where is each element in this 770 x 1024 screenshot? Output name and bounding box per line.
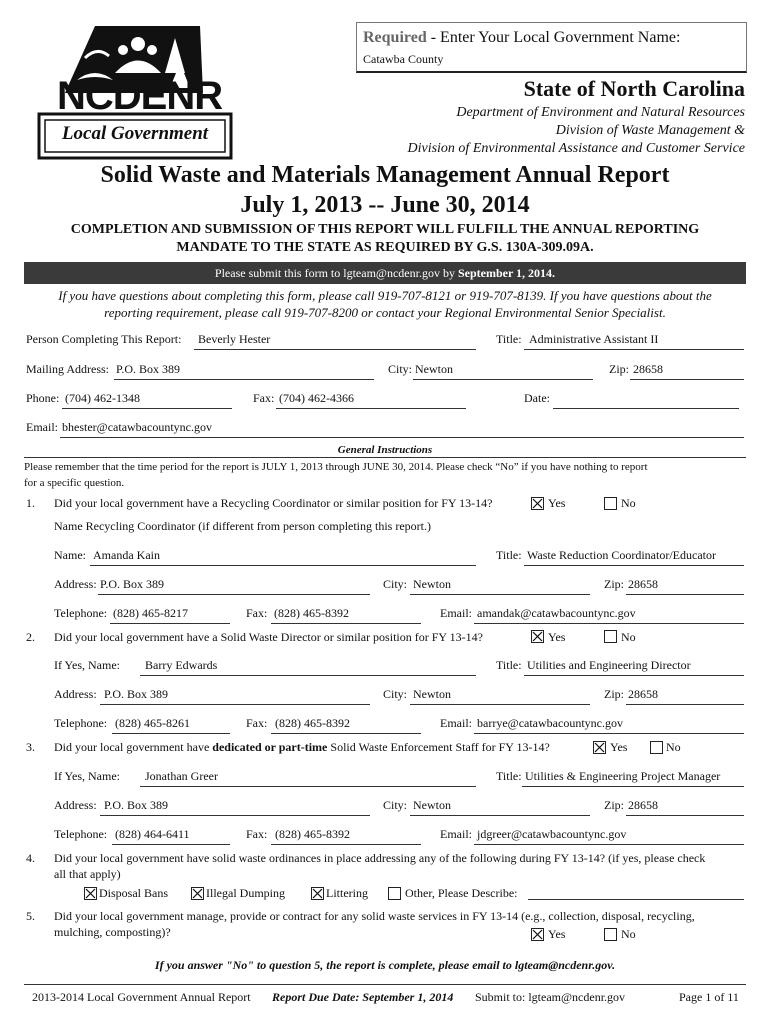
q5-text-2: mulching, composting)? xyxy=(54,925,171,939)
q3-address-input[interactable]: P.O. Box 389 xyxy=(104,798,169,812)
q3-number: 3. xyxy=(26,740,35,754)
footer-submit: Submit to: lgteam@ncdenr.gov xyxy=(475,990,626,1004)
q5-note: If you answer "No" to question 5, the report is complete, please email to lgteam@ncdenr.gov. xyxy=(154,958,616,972)
ncdenr-logo xyxy=(35,18,235,160)
q5-yes-label: Yes xyxy=(548,927,566,941)
check-x-icon xyxy=(532,929,543,940)
q3-name-input[interactable]: Jonathan Greer xyxy=(145,769,218,783)
q4-disposal-bans-checkbox[interactable] xyxy=(84,887,97,900)
q2-zip-label: Zip: xyxy=(604,687,624,701)
footer-due-date: Report Due Date: September 1, 2014 xyxy=(272,990,454,1004)
q2-text: Did your local government have a Solid Waste Director or similar position for FY 13-14? xyxy=(54,630,483,644)
q4-littering-label: Littering xyxy=(326,886,368,900)
mailing-label: Mailing Address: xyxy=(26,362,109,376)
q4-text-1: Did your local government have solid waste ordinances in place addressing any of the following during FY 13-14? (if yes, please check xyxy=(54,851,706,865)
q3-email-label: Email: xyxy=(440,827,472,841)
q2-fax-label: Fax: xyxy=(246,716,268,730)
q2-yes-checkbox[interactable] xyxy=(531,630,544,643)
q3-zip-label: Zip: xyxy=(604,798,624,812)
q2-number: 2. xyxy=(26,630,35,644)
q2-zip-input[interactable]: 28658 xyxy=(628,687,658,701)
q1-no-label: No xyxy=(621,496,636,510)
date-input[interactable] xyxy=(553,408,739,409)
check-x-icon xyxy=(192,888,203,899)
q5-text-1: Did your local government manage, provide or contract for any solid waste services in FY 13-14 (e.g., collection, disposal, recycling, xyxy=(54,909,695,923)
check-x-icon xyxy=(532,498,543,509)
q5-no-checkbox[interactable] xyxy=(604,928,617,941)
fax-input[interactable]: (704) 462-4366 xyxy=(279,391,354,405)
q1-fax-input[interactable]: (828) 465-8392 xyxy=(274,606,349,620)
q1-email-input[interactable]: amandak@catawbacountync.gov xyxy=(477,606,636,620)
q1-city-input[interactable]: Newton xyxy=(413,577,451,591)
q1-title-label: Title: xyxy=(496,548,522,562)
q1-zip-label: Zip: xyxy=(604,577,624,591)
q4-other-checkbox[interactable] xyxy=(388,887,401,900)
title-input[interactable]: Administrative Assistant II xyxy=(529,332,659,346)
title-label: Title: xyxy=(496,332,522,346)
mandate-line-1: COMPLETION AND SUBMISSION OF THIS REPORT WILL FULFILL THE ANNUAL REPORTING xyxy=(70,222,700,237)
q2-yes-label: Yes xyxy=(548,630,566,644)
q1-yes-label: Yes xyxy=(548,496,566,510)
q3-title-label: Title: xyxy=(496,769,522,783)
q1-tel-label: Telephone: xyxy=(54,606,108,620)
q2-email-input[interactable]: barrye@catawbacountync.gov xyxy=(477,716,623,730)
q1-text: Did your local government have a Recycling Coordinator or similar position for FY 13-14? xyxy=(54,496,493,510)
email-input[interactable]: bhester@catawbacountync.gov xyxy=(62,420,212,434)
q2-title-input[interactable]: Utilities and Engineering Director xyxy=(527,658,691,672)
q4-other-input[interactable] xyxy=(528,899,744,900)
mailing-input[interactable]: P.O. Box 389 xyxy=(116,362,181,376)
dept-line-3: Division of Environmental Assistance and Customer Service xyxy=(407,141,745,156)
q3-no-checkbox[interactable] xyxy=(650,741,663,754)
dept-line-1: Department of Environment and Natural Resources xyxy=(456,105,745,120)
q1-no-checkbox[interactable] xyxy=(604,497,617,510)
q1-address-label: Address: xyxy=(54,577,97,591)
q2-name-label: If Yes, Name: xyxy=(54,658,120,672)
q1-fax-label: Fax: xyxy=(246,606,268,620)
q2-address-input[interactable]: P.O. Box 389 xyxy=(104,687,169,701)
zip-label: Zip: xyxy=(609,362,629,376)
gov-name-input[interactable]: Catawba County xyxy=(363,52,444,66)
q3-yes-checkbox[interactable] xyxy=(593,741,606,754)
q4-number: 4. xyxy=(26,851,35,865)
submit-banner: Please submit this form to lgteam@ncdenr.gov by September 1, 2014. xyxy=(24,262,746,284)
q4-other-label: Other, Please Describe: xyxy=(405,886,518,900)
q3-tel-input[interactable]: (828) 464-6411 xyxy=(115,827,190,841)
q3-zip-input[interactable]: 28658 xyxy=(628,798,658,812)
q2-tel-label: Telephone: xyxy=(54,716,108,730)
q1-title-input[interactable]: Waste Reduction Coordinator/Educator xyxy=(527,548,716,562)
zip-input[interactable]: 28658 xyxy=(633,362,663,376)
fax-label: Fax: xyxy=(253,391,275,405)
q1-sub: Name Recycling Coordinator (if different from person completing this report.) xyxy=(54,519,432,533)
q4-illegal-dumping-label: Illegal Dumping xyxy=(206,886,285,900)
footer-report-name: 2013-2014 Local Government Annual Report xyxy=(32,990,251,1004)
questions-line-2: reporting requirement, please call 919-707-8200 or contact your Regional Environmental Senior Specialist. xyxy=(104,305,666,320)
date-label: Date: xyxy=(524,391,550,405)
person-label: Person Completing This Report: xyxy=(26,332,182,346)
city-input[interactable]: Newton xyxy=(415,362,453,376)
q4-littering-checkbox[interactable] xyxy=(311,887,324,900)
q2-no-checkbox[interactable] xyxy=(604,630,617,643)
email-label: Email: xyxy=(26,420,58,434)
q3-title-input[interactable]: Utilities & Engineering Project Manager xyxy=(525,769,721,783)
q1-zip-input[interactable]: 28658 xyxy=(628,577,658,591)
q5-no-label: No xyxy=(621,927,636,941)
q3-tel-label: Telephone: xyxy=(54,827,108,841)
city-label: City: xyxy=(388,362,413,376)
q1-tel-input[interactable]: (828) 465-8217 xyxy=(113,606,188,620)
person-input[interactable]: Beverly Hester xyxy=(198,332,271,346)
q2-name-input[interactable]: Barry Edwards xyxy=(145,658,218,672)
check-x-icon xyxy=(85,888,96,899)
q1-number: 1. xyxy=(26,496,35,510)
logo-text: NCDENR xyxy=(57,74,223,118)
q2-email-label: Email: xyxy=(440,716,472,730)
q1-yes-checkbox[interactable] xyxy=(531,497,544,510)
q1-city-label: City: xyxy=(383,577,408,591)
q2-tel-input[interactable]: (828) 465-8261 xyxy=(115,716,190,730)
state-title: State of North Carolina xyxy=(523,76,745,101)
q3-name-label: If Yes, Name: xyxy=(54,769,120,783)
dept-line-2: Division of Waste Management & xyxy=(555,123,745,138)
q1-name-input[interactable]: Amanda Kain xyxy=(93,548,160,562)
q2-no-label: No xyxy=(621,630,636,644)
q2-fax-input[interactable]: (828) 465-8392 xyxy=(275,716,350,730)
q3-city-input[interactable]: Newton xyxy=(413,798,451,812)
instructions-text-2: for a specific question. xyxy=(24,477,125,489)
footer-page-number: Page 1 of 11 xyxy=(679,990,739,1004)
q3-fax-input[interactable]: (828) 465-8392 xyxy=(275,827,350,841)
mandate-line-2: MANDATE TO THE STATE AS REQUIRED BY G.S. 130A-309.09A. xyxy=(176,240,594,255)
q4-text-2: all that apply) xyxy=(54,867,121,881)
q2-city-label: City: xyxy=(383,687,408,701)
phone-label: Phone: xyxy=(26,391,60,405)
required-label: Required - Enter Your Local Government Name: xyxy=(363,29,681,46)
q2-city-input[interactable]: Newton xyxy=(413,687,451,701)
instructions-heading: General Instructions xyxy=(337,444,433,456)
q5-yes-checkbox[interactable] xyxy=(531,928,544,941)
phone-input[interactable]: (704) 462-1348 xyxy=(65,391,140,405)
q3-no-label: No xyxy=(666,740,681,754)
logo-subtext: Local Government xyxy=(61,123,209,144)
q3-text: Did your local government have dedicated or part-time Solid Waste Enforcement Staff for FY 13-14? xyxy=(54,740,550,754)
q3-address-label: Address: xyxy=(54,798,97,812)
q1-address-input[interactable]: P.O. Box 389 xyxy=(100,577,165,591)
check-x-icon xyxy=(532,631,543,642)
q2-title-label: Title: xyxy=(496,658,522,672)
q2-address-label: Address: xyxy=(54,687,97,701)
q1-email-label: Email: xyxy=(440,606,472,620)
q3-email-input[interactable]: jdgreer@catawbacountync.gov xyxy=(477,827,627,841)
report-title: Solid Waste and Materials Management Annual Report xyxy=(100,162,670,188)
q3-city-label: City: xyxy=(383,798,408,812)
q3-fax-label: Fax: xyxy=(246,827,268,841)
q4-illegal-dumping-checkbox[interactable] xyxy=(191,887,204,900)
instructions-text-1: Please remember that the time period for the report is JULY 1, 2013 through JUNE 30, 2014. Please check “No” if you have nothing to report xyxy=(24,461,648,473)
check-x-icon xyxy=(312,888,323,899)
questions-line-1: If you have questions about completing this form, please call 919-707-8121 or 919-707-8139. If you have questions about the xyxy=(58,288,712,303)
q3-yes-label: Yes xyxy=(610,740,628,754)
q4-disposal-bans-label: Disposal Bans xyxy=(99,886,168,900)
q1-name-label: Name: xyxy=(54,548,86,562)
report-period: July 1, 2013 -- June 30, 2014 xyxy=(240,192,530,218)
check-x-icon xyxy=(594,742,605,753)
q5-number: 5. xyxy=(26,909,35,923)
